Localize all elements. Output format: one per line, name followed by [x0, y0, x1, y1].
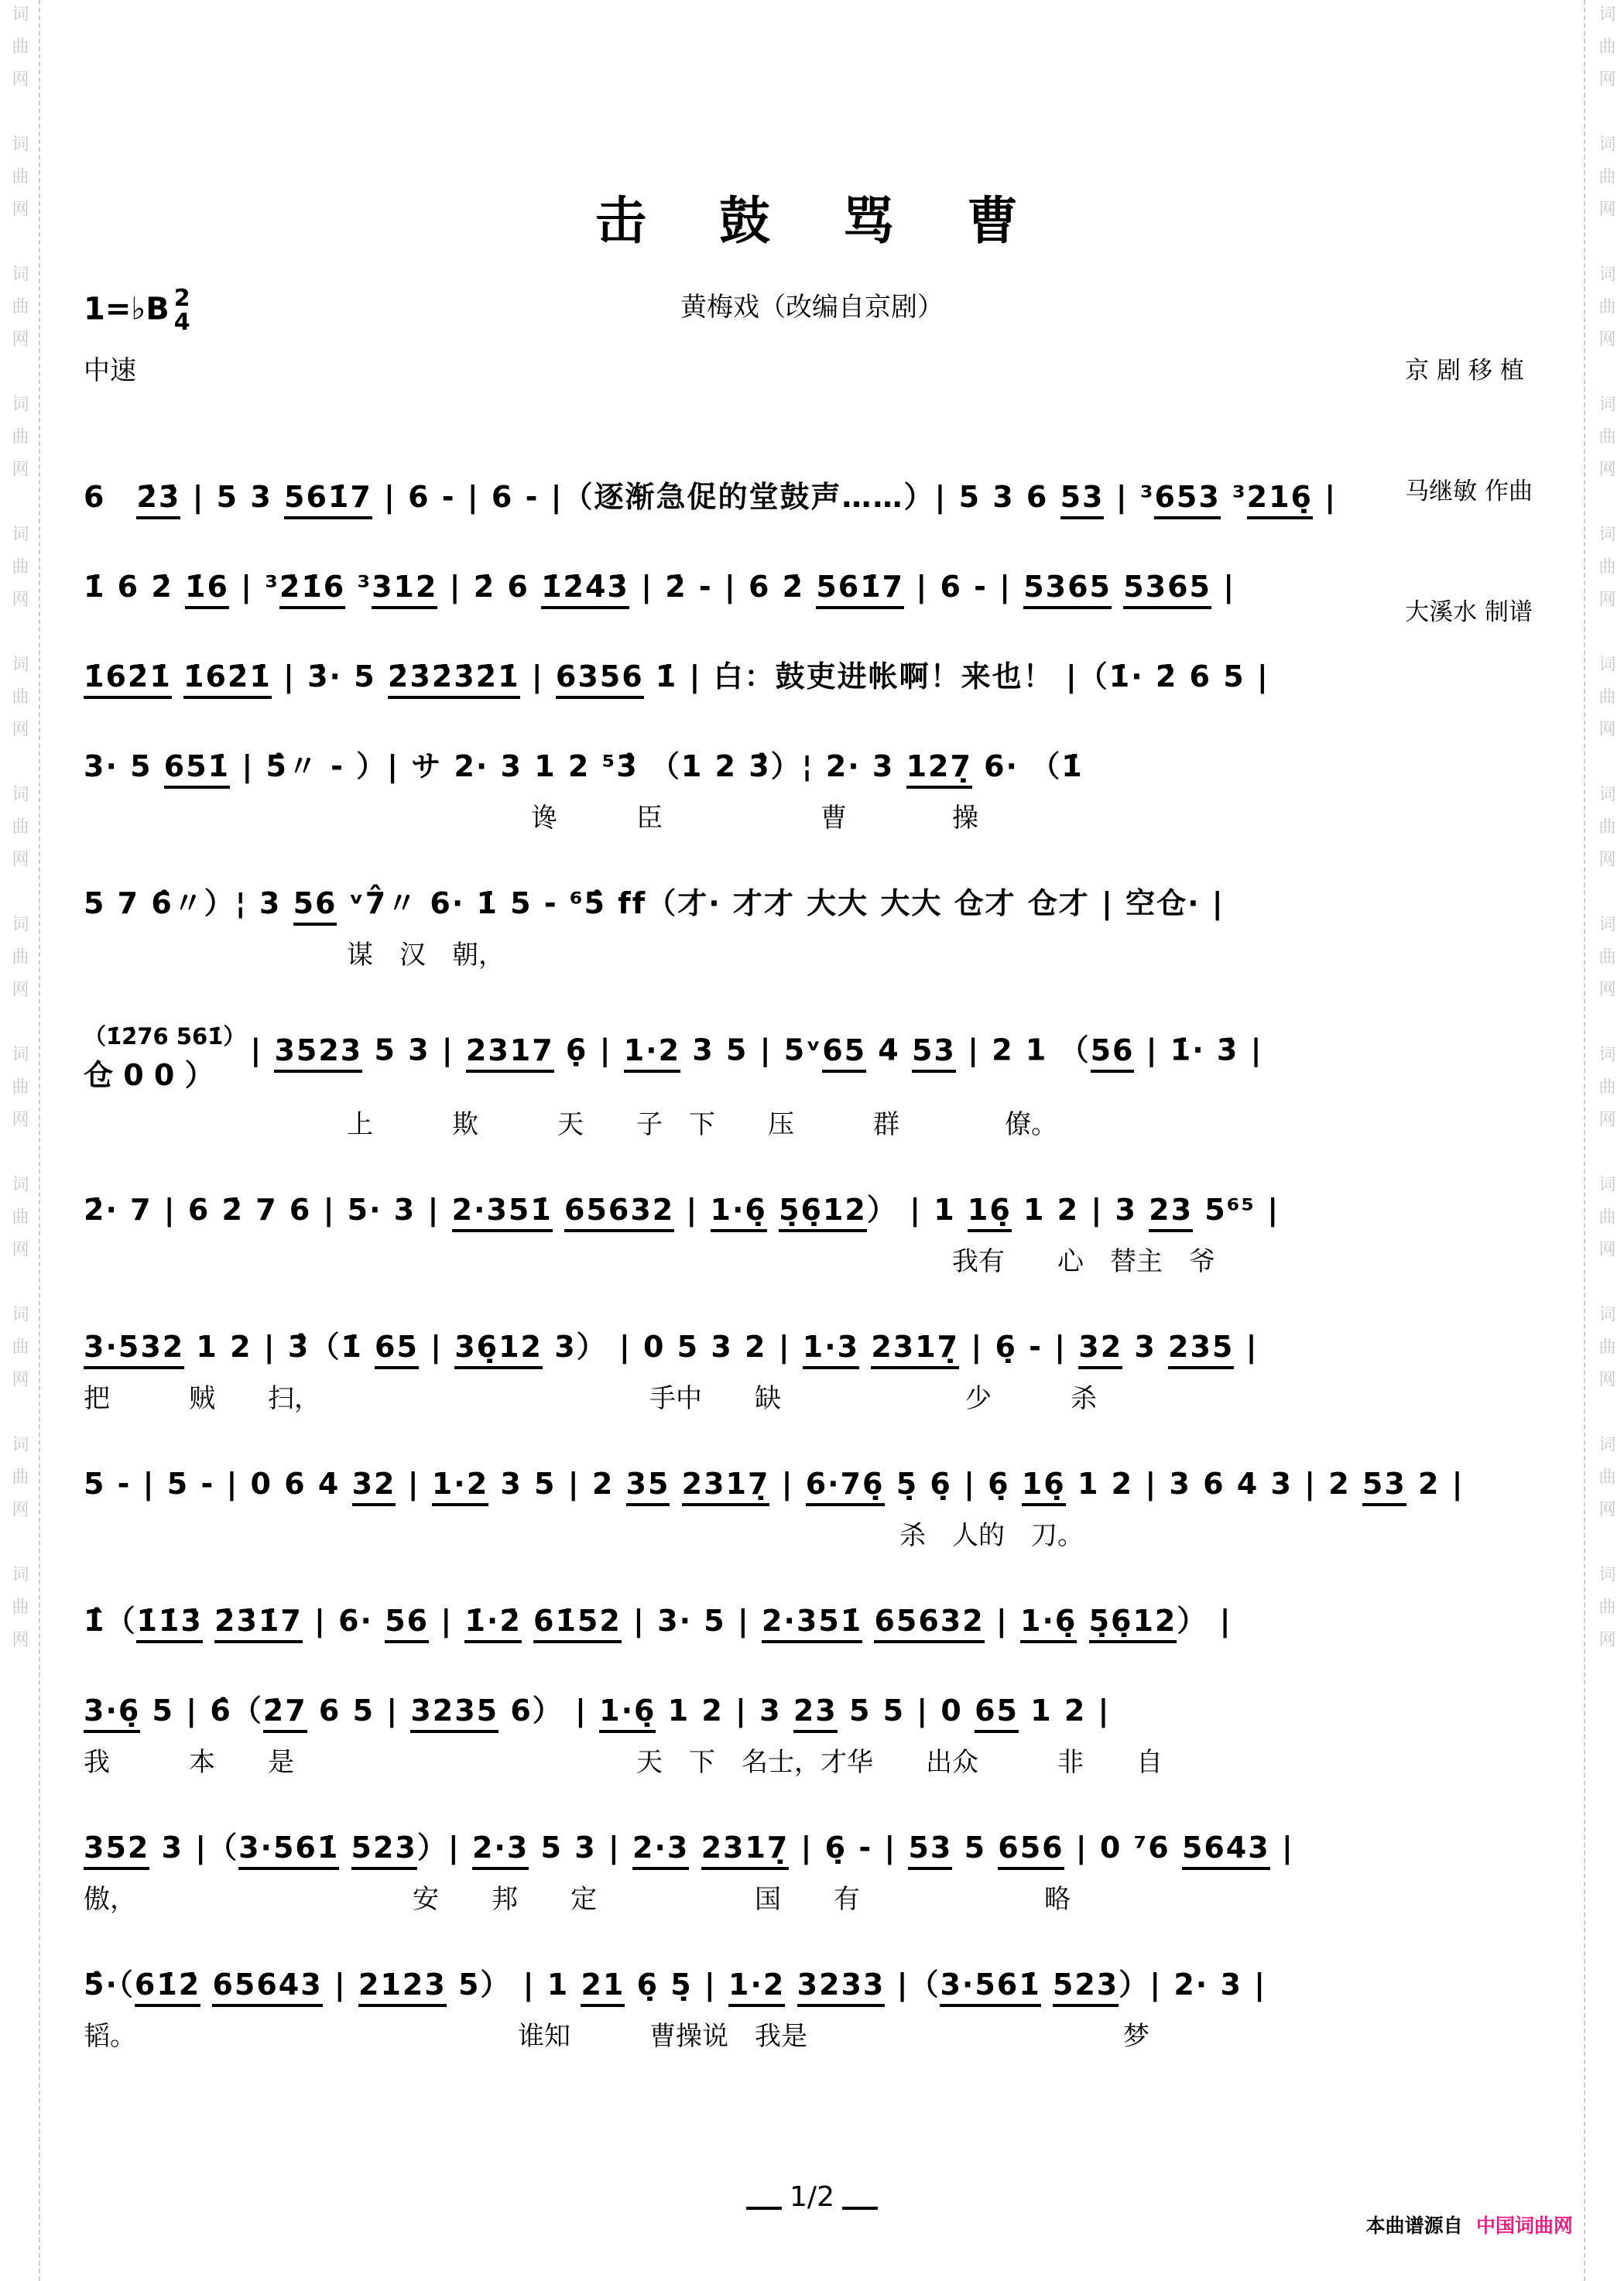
lyrics-line: 我 本 是 天 下 名士，才华 出众 非 自	[84, 1747, 1163, 1778]
credit-line-composer: 马继敏 作曲	[1405, 478, 1533, 505]
score-line	[84, 745, 1540, 834]
lyrics-line: 谋 汉 朝，	[84, 940, 505, 971]
credit-line-transplant: 京 剧 移 植	[1405, 357, 1524, 385]
score-line	[84, 1326, 1540, 1415]
notation-line: 2̇· 7 | 6 2̇ 7 6 | 5· 3 | 2·351̇ 65632 | 1·6̣ 5̣6̣12） | 1 16̣ 1 2 | 3 23 5⁶⁵ |	[84, 1193, 1280, 1232]
score-line	[84, 1827, 1540, 1916]
notation-line: 352 3 |（3·561̇ 523）| 2·3 5 3 | 2·3 2317̣ | 6̣ - | 53 5 656 | 0 ⁷6 5643 |	[84, 1831, 1294, 1870]
page-number: 1/2	[790, 2181, 834, 2213]
watermark-right-dashed-line	[1584, 0, 1585, 2281]
notation-line: 5 7 6̂〃）¦ 3 56 ᵛ7̂〃 6· 1̇ 5 - ⁶5̂ ff（才· 才才 大大 大大 仓才 仓才 | 空仓· |	[84, 886, 1225, 926]
score	[84, 476, 1540, 2053]
notation-line: 1̇̂（1̇1̇3̇ 2̇3̇1̇7 | 6· 56 | 1̇·2̇ 61̇52 | 3· 5 | 2·351̇ 65632 | 1·6̣ 5̣6̣12） |	[84, 1604, 1232, 1643]
watermark-left-text: 词曲网 词曲网 词曲网 词曲网 词曲网 词曲网 词曲网 词曲网 词曲网 词曲网 词曲网 词曲网 词曲网	[9, 5, 29, 1663]
source-prefix: 本曲谱源自	[1365, 2214, 1476, 2237]
lyrics-line: 把 贼 扫， 手中 缺 少 杀	[84, 1383, 1097, 1414]
score-line	[84, 882, 1540, 971]
score-line	[84, 656, 1540, 697]
credit-line-notation: 大溪水 制谱	[1405, 598, 1533, 626]
notation-line: 5 - | 5 - | 0 6 4 32 | 1·2 3 5 | 2 35 2317̣ | 6·76̣ 5̣ 6̣ | 6̣ 16̣ 1 2 | 3 6 4 3 | 2 53 2 |	[84, 1467, 1465, 1506]
score-line	[84, 1463, 1540, 1552]
score-line	[84, 1690, 1540, 1779]
watermark-left	[8, 0, 50, 2281]
notation-line: 3·532 1 2 | 3̂（1̇ 65 | 36̣12 3） | 0 5 3 2 | 1·3 2317̣ | 6̣ - | 32 3 235 |	[84, 1330, 1258, 1369]
notation-stack	[84, 1019, 245, 1094]
score-line	[84, 566, 1540, 608]
meter-denominator: 4	[173, 308, 190, 336]
credits-block	[1405, 270, 1533, 713]
notation-stack-lower: 仓 0 0 ）	[84, 1058, 214, 1092]
meter-numerator: 2	[173, 285, 190, 312]
notation-line: | 3523 5 3 | 2317 6̣ | 1·2 3 5 | 5ᵛ65 4 53 | 2 1 （56 | 1̇· 3̇ |	[250, 1033, 1263, 1073]
lyrics-line: 我有 心 替主 爷	[84, 1246, 1215, 1277]
page-content	[84, 0, 1540, 2101]
source-site-link[interactable]: 中国词曲网	[1475, 2214, 1573, 2237]
score-line	[84, 1189, 1540, 1278]
watermark-right	[1574, 0, 1616, 2281]
score-line	[84, 476, 1540, 518]
page-number-left-line	[746, 2207, 782, 2210]
notation-line: 6 2̇3̇ | 5 3 561̇7 | 6 - | 6 - |（逐渐急促的堂鼓声……）| 5 3 6 53 | ³653 ³216̣ |	[84, 480, 1337, 519]
key-label: 1=♭B	[84, 291, 170, 327]
key-signature	[84, 287, 190, 334]
score-line	[84, 1019, 1540, 1141]
page-number-right-line	[842, 2207, 878, 2210]
page-title: 击 鼓 骂 曹	[595, 191, 1029, 251]
watermark-right-text: 词曲网 词曲网 词曲网 词曲网 词曲网 词曲网 词曲网 词曲网 词曲网 词曲网 词曲网 词曲网 词曲网	[1596, 5, 1615, 1663]
lyrics-line: 谗 臣 曹 操	[84, 803, 978, 834]
lyrics-line: 杀 人的 刀。	[84, 1520, 1084, 1551]
footer-source	[1339, 2188, 1573, 2261]
notation-line: 1̇ 6 2̇ 1̇6 | ³2̇1̇6 ³312 | 2̇ 6 1̇2̇4̇3̇ | 2̇ - | 6 2̇ 561̇7 | 6 - | 5365 5365 |	[84, 570, 1235, 609]
notation-line: 5̂·（61̇2̇ 65643 | 2123 5） | 1 21 6̣ 5̣ | 1·2 3233 |（3·561̇ 523）| 2· 3 |	[84, 1968, 1266, 2007]
meter-fraction	[174, 287, 190, 334]
lyrics-line: 傲， 安 邦 定 国 有 略	[84, 1884, 1071, 1915]
lyrics-line: 上 欺 天 子 下 压 群 僚。	[84, 1109, 1057, 1140]
notation-line: 3· 5 651̇ | 5̂〃 - ）| サ 2· 3 1 2 ⁵3̂ （1 2 3̂）¦ 2· 3 127̣ 6· （1̇	[84, 749, 1084, 789]
lyrics-line: 韬。 谁知 曹操说 我是 梦	[84, 2021, 1149, 2052]
notation-line: 3·6̣ 5 | 6̂（2̇7 6 5 | 3235 6） | 1·6̣ 1 2 | 3 23 5 5 | 0 65 1 2 |	[84, 1694, 1110, 1733]
notation-line: 1̇62̇1̇ 1̇62̇1̇ | 3̇· 5 2̇3̇2̇3̇2̇1̇ | 6356 1̇ | 白：鼓吏进帐啊！来也！ |（1̇· 2̇ 6 5 |	[84, 659, 1269, 699]
watermark-left-dashed-line	[39, 0, 40, 2281]
score-line	[84, 1600, 1540, 1642]
notation-stack-upper: （1̇2̇76 561̇）	[84, 1023, 246, 1050]
subtitle: 黄梅戏（改编自京剧）	[680, 292, 944, 323]
tempo-label: 中速	[84, 355, 136, 386]
score-line	[84, 1964, 1540, 2053]
